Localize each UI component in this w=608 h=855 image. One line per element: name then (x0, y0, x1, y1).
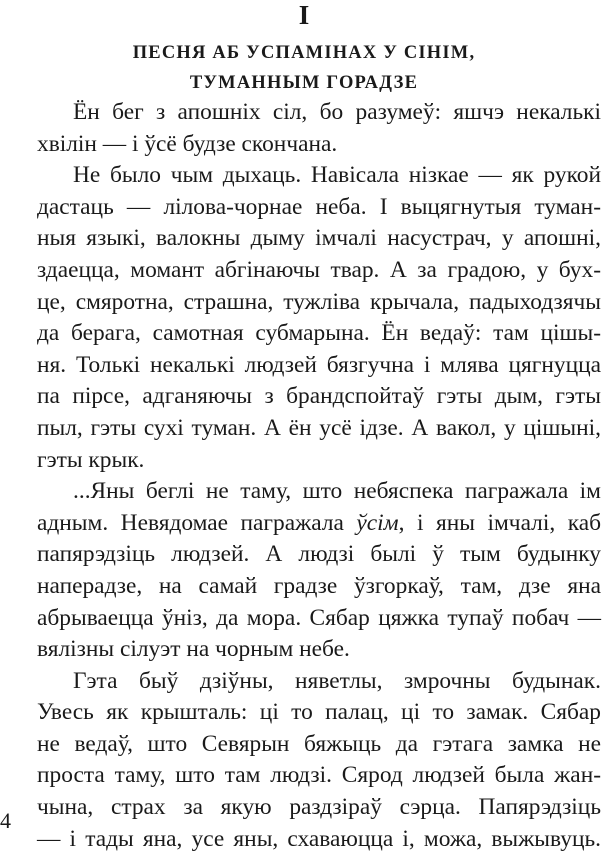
text-line: — і тады яна, усе яны, схаваюцца і, можа, выжывуць. (37, 825, 601, 852)
chapter-title (0, 38, 608, 98)
text-line: гэты крык. (37, 446, 145, 473)
text-line: ...Яны беглі не таму, што небяспека пагражала ім (73, 478, 601, 505)
text-line: дастаць — лілова-чорнае неба. І выцягнутыя туман- (37, 193, 601, 220)
text-line: папярэдзіць людзей. А людзі былі ў тым будынку (37, 541, 601, 568)
chapter-number: I (298, 0, 310, 30)
paragraph-4 (37, 666, 601, 855)
text-line: ня. Толькі некалькі людзей бязгучна і млява цягнуцца (37, 351, 601, 378)
text-line: проста таму, што там людзі. Сярод людзей была жан- (37, 762, 601, 789)
text-line: ныя языкі, валокны дыму імчалі насустрач, у апошні, (37, 225, 601, 252)
chapter-title-line-2: ТУМАННЫМ ГОРАДЗЕ (189, 73, 419, 93)
chapter-title-line-1: ПЕСНЯ АБ УСПАМІНАХ У СІНІМ, (132, 43, 476, 63)
text-fragment: , і яны імчалі, каб (398, 509, 601, 536)
paragraph-3 (37, 476, 601, 666)
text-line: Увесь як крышталь: ці то палац, ці то замак. Сябар (37, 699, 601, 726)
paragraph-1 (37, 97, 601, 160)
text-line: да берага, самотная субмарына. Ён ведаў: там цішы- (37, 320, 601, 347)
text-line: Ён бег з апошніх сіл, бо разумеў: яшчэ некалькі (73, 99, 601, 125)
text-line: не ведаў, што Севярын бяжыць да гэтага замка не (37, 730, 601, 757)
text-line: хвілін — і ўсё будзе скончана. (37, 130, 338, 157)
page-number: 4 (0, 808, 11, 833)
text-line: чына, страх за якую раздзіраў сэрца. Папярэдзіць (37, 794, 601, 821)
text-line: па пірсе, адганяючы з брандспойтаў гэты дым, гэты (37, 383, 601, 410)
text-line: абрываецца ўніз, да мора. Сябар цяжка тупаў побач — (37, 604, 601, 631)
text-line: наперадзе, на самай градзе ўзгоркаў, там, дзе яна (37, 572, 601, 599)
text-line: вялізны сілуэт на чорным небе. (37, 636, 350, 663)
text-line: це, смяротна, страшна, тужліва крычала, падыходзячы (37, 288, 601, 315)
text-line: Не было чым дыхаць. Навісала нізкае — як рукой (73, 162, 601, 189)
chapter-body (37, 97, 601, 855)
text-line: Гэта быў дзіўны, няветлы, змрочны будынак. (73, 667, 601, 694)
emphasized-word: ўсім (356, 509, 399, 536)
paragraph-2 (37, 160, 601, 476)
text-line: здаецца, момант абгінаючы твар. А за градою, у бух- (37, 256, 601, 283)
text-fragment: адным. Невядомае пагражала (37, 509, 357, 536)
text-line-with-emphasis (37, 508, 601, 540)
text-line: пыл, гэты сухі туман. А ён усё ідзе. А вакол, у цішыні, (37, 414, 601, 441)
